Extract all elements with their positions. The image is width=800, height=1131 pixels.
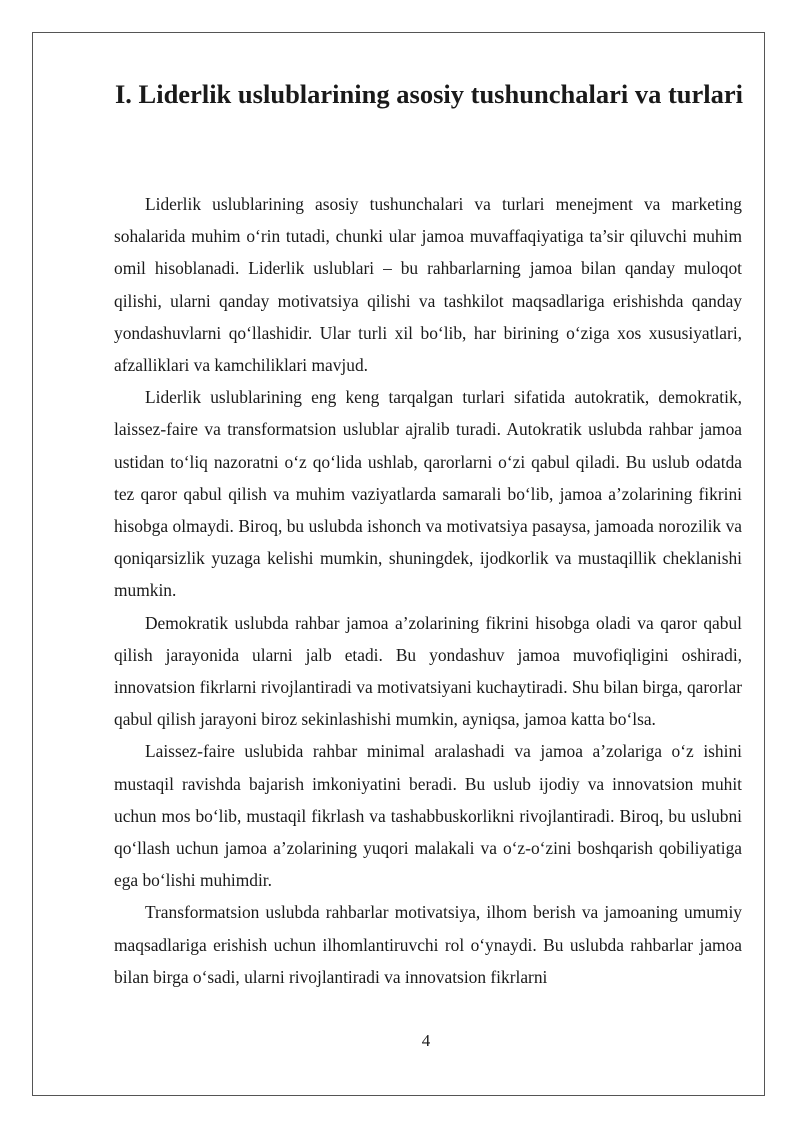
page-number: 4 xyxy=(421,1031,431,1050)
paragraph-types: Liderlik uslublarining eng keng tarqalgan turlari sifatida autokratik, demokratik, laissez-faire va transformatsion uslublar ajralib turadi. Autokratik uslubda rahbar jamoa ustidan to‘liq nazoratni o‘z qo‘lida ushlab, qarorlarni o‘zi qabul qiladi. Bu uslub odatda tez qaror qabul qilish va muhim vaziyatlarda samarali bo‘lib, jamoa a’zolarining fikrini hisobga olmaydi. Biroq, bu uslubda ishonch va motivatsiya pasaysa, jamoada norozilik va qoniqarsizlik yuzaga kelishi mumkin, shuningdek, ijodkorlik va mustaqillik cheklanishi mumkin. xyxy=(114,387,742,601)
paragraph-intro: Liderlik uslublarining asosiy tushunchalari va turlari menejment va marketing sohalarida muhim o‘rin tutadi, chunki ular jamoa muvaffaqiyatiga ta’sir qiluvchi muhim omil hisoblanadi. Liderlik uslublari – bu rahbarlarning jamoa bilan qanday muloqot qilishi, ularni qanday motivatsiya qilishi va tashkilot maqsadlariga erishishda qanday yondashuvlarni qo‘llashidir. Ular turli xil bo‘lib, har birining o‘ziga xos xususiyatlari, afzalliklari va kamchiliklari mavjud. xyxy=(114,194,742,376)
paragraph-democratic: Demokratik uslubda rahbar jamoa a’zolarining fikrini hisobga oladi va qaror qabul qilish jarayonida ularni jalb etadi. Bu yondashuv jamoa muvofiqligini oshiradi, innovatsion fikrlarni rivojlantiradi va motivatsiyani kuchaytiradi. Shu bilan birga, qarorlar qabul qilish jarayoni biroz sekinlashishi mumkin, ayniqsa, jamoa katta bo‘lsa. xyxy=(114,612,742,730)
section-heading: I. Liderlik uslublarining asosiy tushunchalari va turlari xyxy=(114,79,744,109)
body-text xyxy=(114,188,742,993)
paragraph-transformational: Transformatsion uslubda rahbarlar motivatsiya, ilhom berish va jamoaning umumiy maqsadlariga erishish uchun ilhomlantiruvchi rol o‘ynaydi. Bu uslubda rahbarlar jamoa bilan birga o‘sadi, ularni rivojlantiradi va innovatsion fikrlarni xyxy=(114,902,742,987)
paragraph-laissez-faire: Laissez-faire uslubida rahbar minimal aralashadi va jamoa a’zolariga o‘z ishini mustaqil ravishda bajarish imkoniyatini beradi. Bu uslub ijodiy va innovatsion muhit uchun mos bo‘lib, mustaqil fikrlash va tashabbuskorlikni rivojlantiradi. Biroq, bu uslubni qo‘llash uchun jamoa a’zolarining yuqori malakali va o‘z-o‘zini boshqarish qobiliyatiga ega bo‘lishi muhimdir. xyxy=(114,741,742,891)
